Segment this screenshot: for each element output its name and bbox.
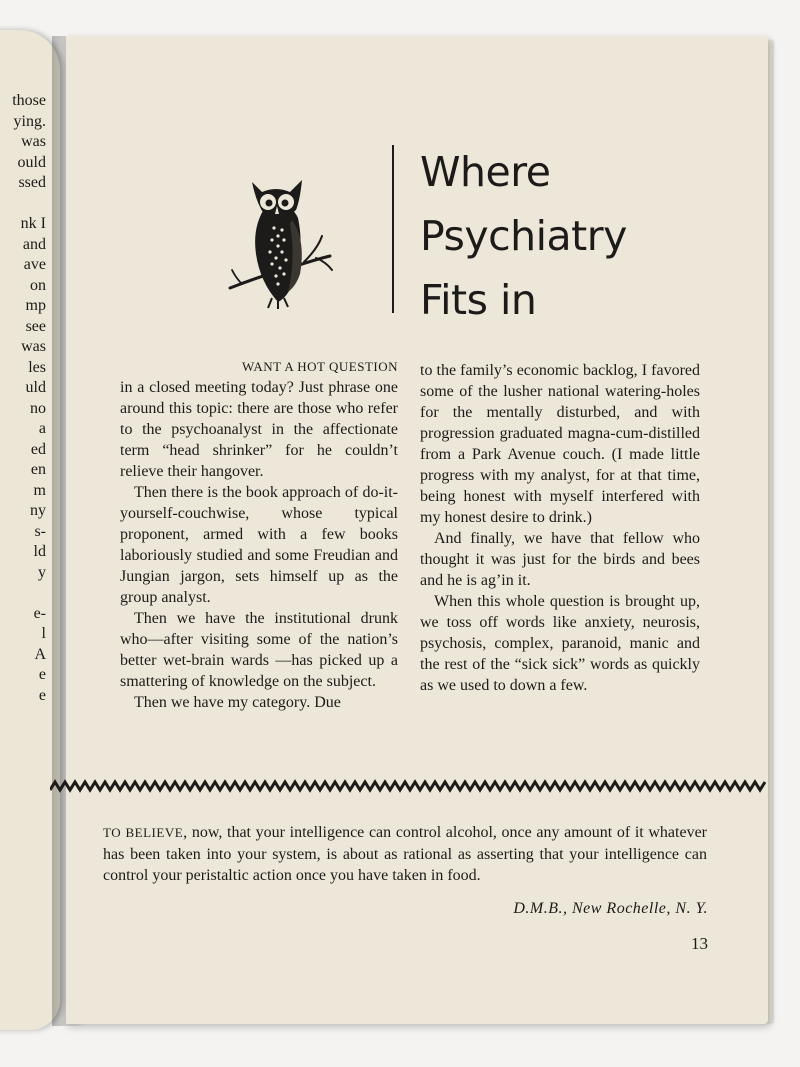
article-lead-in: WANT A HOT QUESTION bbox=[242, 359, 398, 374]
left-page-fragment: nk I bbox=[20, 215, 46, 232]
zigzag-divider-icon bbox=[50, 778, 766, 794]
paragraph-1: in a closed meeting today? Just phrase one around this topic: there are those who refer to the psychoanalyst in the affectionate term “head shrinker” for he couldn’t relieve their hangover. bbox=[120, 379, 398, 480]
article-column-left bbox=[120, 356, 398, 713]
owl-icon bbox=[226, 170, 336, 310]
left-page-fragment: a bbox=[38, 420, 46, 437]
paragraph-7: When this whole question is brought up, we toss off words like anxiety, neurosis, psychosis, complex, paranoid, manic and the rest of the “sick sick” words as quickly as we used to down a few. bbox=[420, 593, 700, 694]
left-page-fragment: e bbox=[38, 666, 46, 683]
quote-attribution: D.M.B., New Rochelle, N. Y. bbox=[513, 900, 708, 917]
left-page-fragment: ny bbox=[30, 502, 46, 519]
article-column-right bbox=[420, 360, 700, 696]
left-page-fragment: ying. bbox=[13, 112, 46, 130]
title-line-1: Where bbox=[420, 148, 551, 196]
left-page-fragment: mp bbox=[25, 297, 46, 314]
left-page-fragment: ssed bbox=[18, 174, 46, 191]
left-page-fragment: and bbox=[22, 235, 46, 253]
left-page-fragment: ould bbox=[17, 153, 46, 171]
left-page-fragment: e bbox=[38, 686, 46, 704]
left-page-fragment: en bbox=[30, 461, 46, 478]
left-page-fragment: was bbox=[21, 338, 46, 355]
left-page-fragment: l bbox=[41, 625, 46, 642]
left-page-fragment: see bbox=[25, 317, 46, 335]
left-page-fragment: those bbox=[12, 92, 46, 109]
facing-left-page bbox=[0, 30, 60, 1030]
title-line-3: Fits in bbox=[420, 276, 537, 324]
paragraph-6: And finally, we have that fellow who thought it was just for the birds and bees and he is ag’in it. bbox=[420, 530, 700, 589]
article-title bbox=[420, 140, 627, 332]
left-page-fragment: ave bbox=[23, 256, 46, 273]
page-number: 13 bbox=[691, 934, 708, 953]
left-page-fragment: e- bbox=[33, 604, 46, 622]
left-page-fragment: no bbox=[30, 399, 46, 417]
paragraph-5: to the family’s economic backlog, I favored some of the lusher national watering-holes for the mentally disturbed, and with progression graduated magna-cum-distilled from a Park Avenue couch. (I made little progress with my analyst, for at that time, being honest with myself interfered with my honest desire to drink.) bbox=[420, 362, 700, 526]
left-page-fragment: s- bbox=[34, 522, 46, 540]
left-page-fragment: les bbox=[28, 358, 46, 376]
paragraph-2: Then there is the book approach of do-it-yourself-couchwise, whose typical proponent, armed with a few books laboriously studied and some Freudian and Jungian jargon, sets himself up as the group analyst. bbox=[120, 484, 398, 606]
left-page-fragment: on bbox=[30, 276, 46, 294]
quote-body: , now, that your intelligence can control alcohol, once any amount of it whatever has been taken into your system, is about as rational as asserting that your intelligence can control your peristaltic action once you have taken in food. bbox=[103, 824, 708, 884]
left-page-fragment: ed bbox=[30, 440, 46, 458]
left-page-fragment: A bbox=[34, 645, 46, 663]
title-vertical-rule bbox=[392, 145, 394, 313]
title-line-2: Psychiatry bbox=[420, 212, 627, 260]
left-page-fragment: y bbox=[38, 563, 46, 581]
paragraph-3: Then we have the institutional drunk who—after visiting some of the nation’s better wet-brain wards —has picked up a smattering of knowledge on the subject. bbox=[120, 610, 398, 690]
left-page-fragment: ld bbox=[33, 543, 46, 560]
filler-quote bbox=[103, 822, 707, 887]
left-page-fragment: was bbox=[21, 133, 46, 150]
paragraph-4: Then we have my category. Due bbox=[134, 694, 341, 711]
left-page-fragment: m bbox=[33, 481, 46, 499]
quote-lead-in: TO BELIEVE bbox=[103, 825, 184, 840]
left-page-fragment: uld bbox=[25, 379, 46, 396]
